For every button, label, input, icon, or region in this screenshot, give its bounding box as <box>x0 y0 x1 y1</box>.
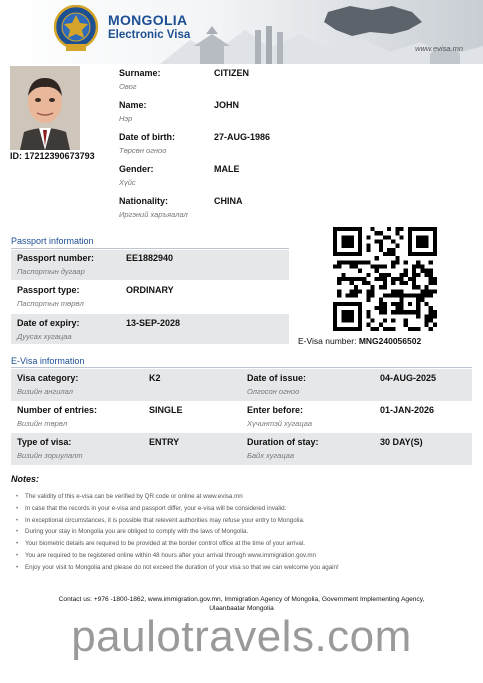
enter-before-label: Enter before: <box>247 405 304 415</box>
holder-id <box>10 151 95 161</box>
passport-type-label-mn: Паспортын төрөл <box>17 299 84 308</box>
passport-type-label: Passport type: <box>17 285 80 295</box>
note-item: • In case that the records in your e-visa and passport differ, your e-visa will be considered invalid. <box>16 503 476 515</box>
holder-photo <box>10 66 80 150</box>
issue-date-value: 04-AUG-2025 <box>380 373 437 383</box>
gender-label-mn: Хүйс <box>119 178 136 187</box>
visa-category-label: Visa category: <box>17 373 79 383</box>
visa-type-label-mn: Визийн зориулалт <box>17 451 83 460</box>
note-item: • Enjoy your visit to Mongolia and please do not exceed the duration of your visa so that we can welcome you again! <box>16 562 476 574</box>
passport-number-value: EE1882940 <box>126 253 174 263</box>
document-subtitle: Electronic Visa <box>108 29 191 41</box>
note-item: • During your stay in Mongolia you are obliged to comply with the laws of Mongolia. <box>16 526 476 538</box>
nationality-label-mn: Иргэний харъяалал <box>119 210 188 219</box>
surname-label-mn: Овог <box>119 82 137 91</box>
visa-category-label-mn: Визийн ангилал <box>17 387 73 396</box>
stay-duration-label-mn: Байх хугацаа <box>247 451 295 460</box>
contact-line-1: Contact us: +976 -1800-1862, www.immigration.gov.mn, Immigration Agency of Mongolia, Government Implementing Agency, <box>58 596 425 603</box>
visa-type-label: Type of visa: <box>17 437 72 447</box>
holder-id-value: 17212390673793 <box>24 151 95 161</box>
evisa-number-label: E-Visa number: <box>298 336 357 346</box>
name-label: Name: <box>119 100 147 110</box>
qr-code-icon[interactable] <box>333 227 437 331</box>
passport-expiry-label-mn: Дуусах хугацаа <box>17 332 72 341</box>
passport-type-value: ORDINARY <box>126 285 174 295</box>
name-value: JOHN <box>214 100 240 110</box>
enter-before-label-mn: Хүчинтэй хугацаа <box>247 419 313 428</box>
holder-id-label: ID: <box>10 151 22 161</box>
visa-type-value: ENTRY <box>149 437 180 447</box>
notes-list <box>16 491 476 574</box>
birth-date-label: Date of birth: <box>119 132 175 142</box>
stay-duration-value: 30 DAY(S) <box>380 437 423 447</box>
birth-date-value: 27-AUG-1986 <box>214 132 271 142</box>
evisa-divider <box>11 367 472 368</box>
nationality-value: CHINA <box>214 196 243 206</box>
evisa-header <box>0 0 483 64</box>
entries-value: SINGLE <box>149 405 183 415</box>
entries-label: Number of entries: <box>17 405 98 415</box>
passport-expiry-value: 13-SEP-2028 <box>126 318 181 328</box>
person-portrait-image <box>10 66 80 150</box>
surname-value: CITIZEN <box>214 68 249 78</box>
site-url[interactable]: www.evisa.mn <box>415 44 463 53</box>
nationality-label: Nationality: <box>119 196 169 206</box>
notes-title: Notes: <box>11 474 40 484</box>
gender-label: Gender: <box>119 164 154 174</box>
watermark-text: paulotravels.com <box>71 612 412 661</box>
gender-value: MALE <box>214 164 240 174</box>
passport-number-label-mn: Паспортын дугаар <box>17 267 85 276</box>
contact-info <box>20 595 463 613</box>
surname-label: Surname: <box>119 68 161 78</box>
birth-date-label-mn: Төрсөн огноо <box>119 146 167 155</box>
landmarks-banner-image <box>160 0 483 64</box>
note-item: • The validity of this e-visa can be verified by QR code or online at www.evisa.mn <box>16 491 476 503</box>
note-item: • In exceptional circumstances, it is possible that relevent authorities may refuse your entry to Mongolia. <box>16 515 476 527</box>
stay-duration-label: Duration of stay: <box>247 437 319 447</box>
country-title: MONGOLIA <box>108 12 188 28</box>
issue-date-label: Date of issue: <box>247 373 307 383</box>
note-item: • You are required to be registered online within 48 hours after your arrival through www.immigration.gov.mn <box>16 550 476 562</box>
issue-date-label-mn: Олгосон огноо <box>247 387 300 396</box>
note-item: • Your biometric details are required to be provided at the border control office at the time of your arrival. <box>16 538 476 550</box>
contact-line-2: Ulaanbaatar Mongolia <box>209 605 274 612</box>
passport-expiry-label: Date of expiry: <box>17 318 80 328</box>
evisa-number-value: MNG240056502 <box>358 336 422 346</box>
evisa-section-title: E-Visa information <box>11 356 85 366</box>
passport-section-title: Passport information <box>11 236 94 246</box>
mongolia-emblem-icon <box>53 5 99 53</box>
evisa-number <box>298 336 421 346</box>
passport-divider <box>11 248 289 249</box>
enter-before-value: 01-JAN-2026 <box>380 405 435 415</box>
entries-label-mn: Визийн төрөл <box>17 419 68 428</box>
name-label-mn: Нэр <box>119 114 133 123</box>
visa-category-value: K2 <box>149 373 161 383</box>
passport-number-label: Passport number: <box>17 253 95 263</box>
